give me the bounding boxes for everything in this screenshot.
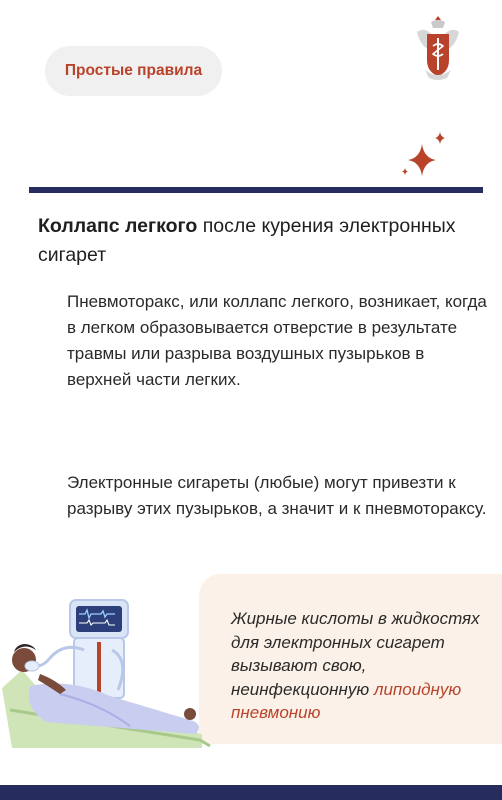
ministry-emblem-icon — [413, 12, 463, 88]
paragraph-e-cigarettes: Электронные сигареты (любые) могут привезти к разрыву этих пузырьков, а значит и к пневмотораксу. — [67, 473, 487, 518]
note-highlight: липоидную пневмонию — [231, 679, 462, 722]
paragraph-pneumothorax: Пневмоторакс, или коллапс легкого, возникает, когда в легком образовывается отверстие в результате травмы или разрыва воздушных пузырьков в верхней части легких. — [67, 292, 487, 389]
title-rest: после курения электронных сигарет — [38, 215, 456, 266]
note-text — [231, 607, 496, 725]
category-pill — [45, 46, 222, 96]
title-bold: Коллапс легкого — [38, 215, 198, 237]
page-title — [38, 212, 478, 270]
divider-rule — [29, 187, 483, 193]
note-main-text: Жирные кислоты в жидкостях для электронных сигарет вызывают свою, неинфекционную — [231, 609, 480, 699]
patient-with-ventilator-illustration — [0, 590, 230, 750]
footer-bar — [0, 785, 502, 800]
sparkle-icon — [396, 130, 452, 186]
category-pill-label: Простые правила — [64, 62, 203, 79]
